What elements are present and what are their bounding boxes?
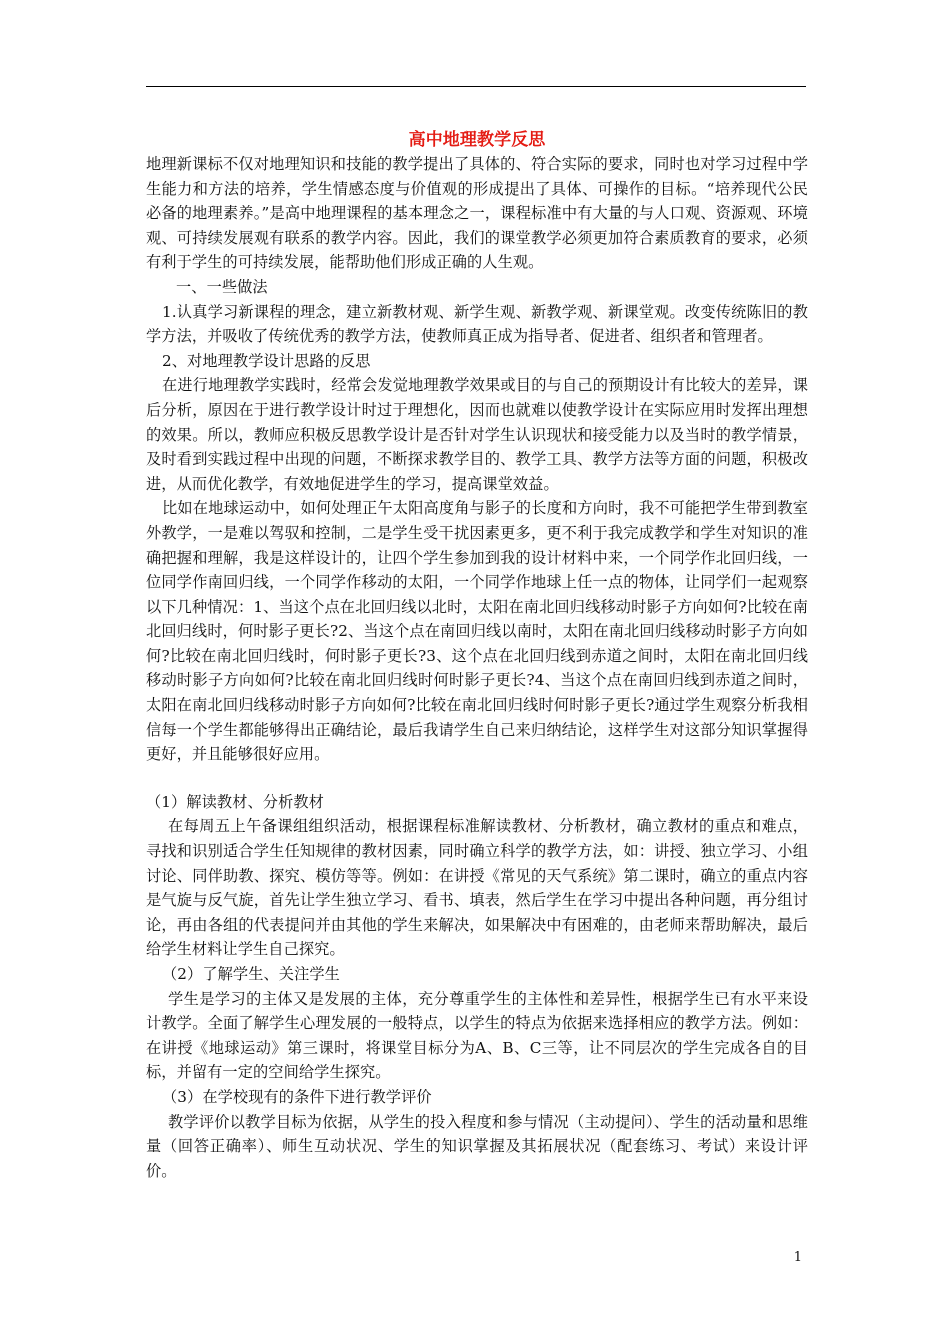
document-title: 高中地理教学反思: [408, 130, 546, 150]
intro-paragraph: 地理新课标不仅对地理知识和技能的教学提出了具体的、符合实际的要求，同时也对学习过程中学生能力和方法的培养，学生情感态度与价值观的形成提出了具体、可操作的目标。“培养现代公民必备的地理素养。”是高中地理课程的基本理念之一，课程标准中有大量的与人口观、资源观、环境观、可持续发展观有联系的教学内容。因此，我们的课堂教学必须更加符合素质教育的要求，必须有利于学生的可持续发展，能帮助他们形成正确的人生观。: [146, 155, 808, 272]
subsection-1-body: 在每周五上午备课组组织活动，根据课程标准解读教材、分析教材，确立教材的重点和难点，寻找和识别适合学生任知规律的教材因素，同时确立科学的教学方法，如：讲授、独立学习、小组讨论、同伴助教、探究、模仿等等。例如：在讲授《常见的天气系统》第二课时，确立的重点内容是气旋与反气旋，首先让学生独立学习、看书、填表，然后学生在学习中提出各种问题，再分组讨论，再由各组的代表提问并由其他的学生来解决，如果解决中有困难的，由老师来帮助解决，最后给学生材料让学生自己探究。: [146, 817, 808, 959]
header-rule: [146, 86, 806, 87]
subsection-1-heading: （1）解读教材、分析教材: [146, 792, 324, 811]
document-body: [146, 128, 808, 1183]
subsection-2-body: 学生是学习的主体又是发展的主体，充分尊重学生的主体性和差异性，根据学生已有水平来设计教学。全面了解学生心理发展的一般特点，以学生的特点为依据来选择相应的教学方法。例如：在讲授《地球运动》第三课时，将课堂目标分为A、B、C三等，让不同层次的学生完成各自的目标，并留有一定的空间给学生探究。: [146, 989, 808, 1082]
section-heading-practices: 一、一些做法: [176, 277, 268, 296]
subsection-2-heading: （2）了解学生、关注学生: [162, 965, 340, 983]
subsection-3-body: 教学评价以教学目标为依据，从学生的投入程度和参与情况（主动提问）、学生的活动量和思维量（回答正确率）、师生互动状况、学生的知识掌握及其拓展状况（配套练习、考试）来设计评价。: [146, 1112, 808, 1180]
item-one-paragraph: 1.认真学习新课程的理念，建立新教材观、新学生观、新教学观、新课堂观。改变传统陈旧的教学方法，并吸收了传统优秀的教学方法，使教师真正成为指导者、促进者、组织者和管理者。: [146, 302, 808, 346]
paragraph-gap: [146, 767, 808, 790]
item-two-paragraph-2: 比如在地球运动中，如何处理正午太阳高度角与影子的长度和方向时，我不可能把学生带到教室外教学，一是难以驾驭和控制，二是学生受干扰因素更多，更不利于我完成教学和学生对知识的准确把握和理解，我是这样设计的，让四个学生参加到我的设计材料中来，一个同学作北回归线，一位同学作南回归线，一个同学作移动的太阳，一个同学作地球上任一点的物体，让同学们一起观察以下几种情况：1、当这个点在北回归线以北时，太阳在南北回归线移动时影子方向如何?比较在南北回归线时，何时影子更长?2、当这个点在南回归线以南时，太阳在南北回归线移动时影子方向如何?比较在南北回归线时，何时影子更长?3、这个点在北回归线到赤道之间时，太阳在南北回归线移动时影子方向如何?比较在南北回归线时何时影子更长?4、当这个点在南回归线到赤道之间时，太阳在南北回归线移动时影子方向如何?比较在南北回归线时何时影子更长?通过学生观察分析我相信每一个学生都能够得出正确结论，最后我请学生自己来归纳结论，这样学生对这部分知识掌握得更好，并且能够很好应用。: [146, 499, 808, 764]
subsection-3-heading: （3）在学校现有的条件下进行教学评价: [162, 1087, 432, 1106]
item-two-paragraph-1: 在进行地理教学实践时，经常会发觉地理教学效果或目的与自己的预期设计有比较大的差异，课后分析，原因在于进行教学设计时过于理想化，因而也就难以使教学设计在实际应用时发挥出理想的效果。所以，教师应积极反思教学设计是否针对学生认识现状和接受能力以及当时的教学情景，及时看到实践过程中出现的问题，不断探求教学目的、教学工具、教学方法等方面的问题，积极改进，从而优化教学，有效地促进学生的学习，提高课堂效益。: [146, 376, 808, 493]
page-number: 1: [793, 1250, 802, 1265]
item-two-heading: 2、对地理教学设计思路的反思: [162, 351, 371, 370]
